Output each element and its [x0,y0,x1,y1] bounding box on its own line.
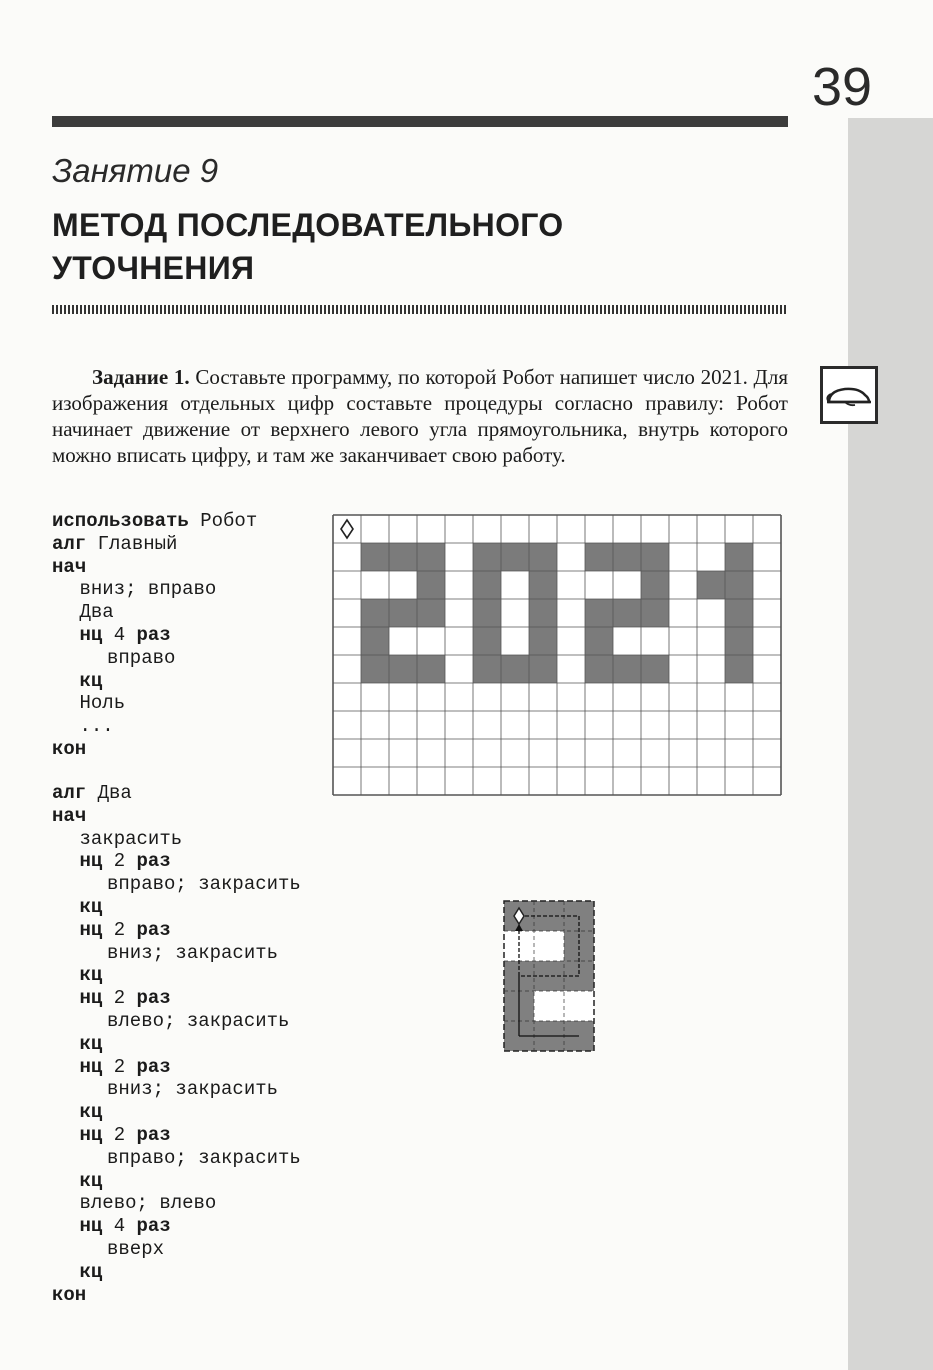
page-number: 39 [812,57,873,117]
code-keyword: использовать [52,510,189,532]
filled-cell [529,571,557,599]
code-keyword: нц [79,850,103,873]
code-line [52,919,301,942]
filled-cell [473,571,501,599]
title-dotted-rule [52,305,788,314]
filled-cell [613,543,641,571]
filled-cell [529,655,557,683]
task-text: Составьте программу, по которой Робот напишет число 2021. Для изображения отдельных цифр составьте процедуры согласно правилу: Робот начинает движение от верхнего левого угла прямоугольника, внутрь которого можно вписать цифру, и там же заканчивает свою работу. [52,365,788,467]
code-text: вправо [107,646,176,669]
code-keyword: кц [79,895,103,918]
code-line [52,828,301,851]
filled-cell [473,627,501,655]
code-line [52,647,257,670]
filled-cell [585,655,613,683]
filled-cell [585,627,613,655]
code-line [52,556,257,579]
code-keyword: раз [136,850,171,873]
code-line [52,533,257,556]
code-text: вниз; вправо [79,578,217,601]
robot-field-grid [332,514,784,796]
code-keyword: кон [52,1283,87,1306]
page-side-tab [848,118,933,1370]
filled-cell [361,627,389,655]
code-keyword: нач [52,804,87,827]
filled-cell [585,543,613,571]
code-text: вниз; закрасить [107,1078,279,1101]
code-line [52,850,301,873]
task-1 [52,364,788,468]
code-text: закрасить [79,827,183,850]
code-keyword: раз [136,987,171,1010]
filled-cell [697,571,725,599]
filled-cell [501,655,529,683]
digit-two-diagram [503,900,599,1052]
code-keyword: кц [79,1260,103,1283]
computer-mouse-icon [820,366,878,424]
code-text: вверх [107,1237,165,1260]
code-keyword: алг [52,782,87,804]
filled-cell [641,599,669,627]
code-line [52,578,257,601]
lesson-label: Занятие 9 [52,152,219,189]
code-text: вниз; закрасить [107,941,279,964]
filled-cell [417,655,445,683]
filled-cell [389,599,417,627]
header-rule [52,116,788,127]
code-keyword: раз [136,1215,171,1238]
filled-cell [529,627,557,655]
filled-cell [417,599,445,627]
filled-cell [361,543,389,571]
code-text: 2 [102,918,137,941]
code-text: 2 [102,1055,137,1078]
code-line [52,738,257,761]
code-line [52,692,257,715]
filled-cell [389,543,417,571]
code-text: вправо; закрасить [107,1146,301,1169]
filled-cell [725,571,753,599]
code-text: 4 [102,623,137,646]
code-line [52,1101,301,1124]
lesson-title-line2: УТОЧНЕНИЯ [52,250,255,286]
lesson-title-line1: МЕТОД ПОСЛЕДОВАТЕЛЬНОГО [52,207,564,243]
code-text: вправо; закрасить [107,873,301,896]
code-line [52,1078,301,1101]
code-text: 2 [102,987,137,1010]
filled-cell [389,655,417,683]
filled-cell [417,571,445,599]
code-line [52,624,257,647]
code-line [52,805,301,828]
filled-cell [613,655,641,683]
procedure-two-code [52,782,301,1306]
code-line [52,873,301,896]
filled-cell [529,599,557,627]
code-text: влево; влево [79,1192,217,1215]
filled-cell [361,655,389,683]
code-keyword: нач [52,555,87,578]
code-text: Два [79,601,114,624]
code-line [52,1124,301,1147]
code-line [52,1147,301,1170]
filled-cell [473,655,501,683]
code-line [52,601,257,624]
filled-cell [725,627,753,655]
code-keyword: кц [79,1101,103,1124]
filled-cell [641,543,669,571]
code-line [52,670,257,693]
filled-cell [473,599,501,627]
filled-cell [585,599,613,627]
code-line [52,1010,301,1033]
code-keyword: кц [79,964,103,987]
filled-cell [725,543,753,571]
code-keyword: алг [52,532,87,555]
code-line [52,1215,301,1238]
code-keyword: кц [79,1032,103,1055]
filled-cell [501,543,529,571]
filled-cell [725,655,753,683]
code-keyword: нц [79,918,103,941]
code-keyword: кц [79,1169,103,1192]
code-line [52,715,257,738]
code-keyword: нц [79,623,103,646]
filled-cell [613,599,641,627]
code-text: Главный [86,532,178,555]
code-text: ... [79,715,114,738]
code-keyword: нц [79,1055,103,1078]
code-line [52,782,301,805]
code-line [52,1284,301,1307]
code-keyword: раз [136,1055,171,1078]
filled-cell [529,543,557,571]
code-line [52,1238,301,1261]
filled-cell [473,543,501,571]
filled-cell [361,599,389,627]
code-text: 4 [102,1215,137,1238]
code-line [52,510,257,533]
code-line [52,1056,301,1079]
filled-cell [641,655,669,683]
code-keyword: нц [79,1215,103,1238]
code-keyword: нц [79,987,103,1010]
code-line [52,942,301,965]
code-line [52,1261,301,1284]
code-keyword: кц [79,669,103,692]
code-text: влево; закрасить [107,1009,290,1032]
code-line [52,1192,301,1215]
code-keyword: раз [136,918,171,941]
code-keyword: кон [52,737,87,760]
code-line [52,1033,301,1056]
filled-cell [417,543,445,571]
main-algorithm-code [52,510,257,761]
code-text: 2 [102,1123,137,1146]
code-keyword: раз [136,623,171,646]
code-keyword: нц [79,1123,103,1146]
filled-cell [725,599,753,627]
filled-cell [641,571,669,599]
code-keyword: раз [136,1123,171,1146]
code-line [52,1170,301,1193]
code-line [52,987,301,1010]
code-text: Ноль [79,692,126,715]
code-text: Робот [188,510,258,532]
code-line [52,964,301,987]
code-text: Два [86,782,132,804]
code-text: 2 [102,850,137,873]
task-label: Задание 1. [92,365,190,389]
lesson-title [52,204,563,290]
code-line [52,896,301,919]
